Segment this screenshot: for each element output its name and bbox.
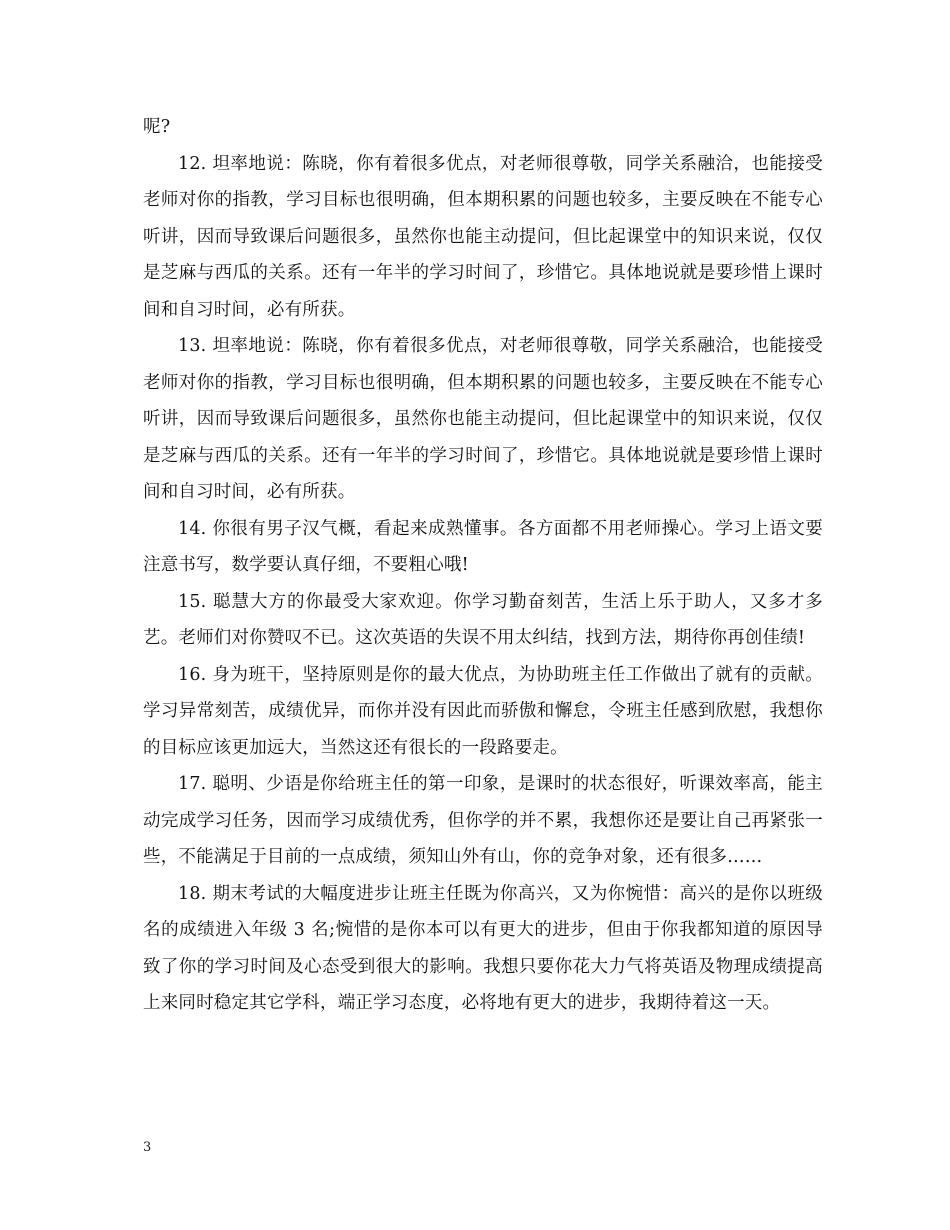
paragraph-item-14: 14. 你很有男子汉气概，看起来成熟懂事。各方面都不用老师操心。学习上语文要注意书写，数学要认真仔细，不要粗心哦! <box>143 518 823 575</box>
paragraph-item-12: 12. 坦率地说：陈晓，你有着很多优点，对老师很尊敬，同学关系融洽，也能接受老师对你的指教，学习目标也很明确，但本期积累的问题也较多，主要反映在不能专心听讲，因而导致课后问题很多，虽然你也能主动提问，但比起课堂中的知识来说，仅仅是芝麻与西瓜的关系。还有一年半的学习时间了，珍惜它。具体地说就是要珍惜上课时间和自习时间，必有所获。 <box>143 153 823 320</box>
paragraph-item-15: 15. 聪慧大方的你最受大家欢迎。你学习勤奋刻苦，生活上乐于助人，又多才多艺。老师们对你赞叹不已。这次英语的失误不用太纠结，找到方法，期待你再创佳绩! <box>143 591 823 648</box>
document-body <box>143 109 823 1022</box>
paragraph-item-16: 16. 身为班干，坚持原则是你的最大优点，为协助班主任工作做出了就有的贡献。学习异常刻苦，成绩优异，而你并没有因此而骄傲和懈怠，令班主任感到欣慰，我想你的目标应该更加远大，当然这还有很长的一段路要走。 <box>143 664 823 758</box>
page-number: 3 <box>143 1140 152 1155</box>
paragraph-continuation: 呢? <box>143 117 171 137</box>
paragraph-item-13: 13. 坦率地说：陈晓，你有着很多优点，对老师很尊敬，同学关系融洽，也能接受老师对你的指教，学习目标也很明确，但本期积累的问题也较多，主要反映在不能专心听讲，因而导致课后问题很多，虽然你也能主动提问，但比起课堂中的知识来说，仅仅是芝麻与西瓜的关系。还有一年半的学习时间了，珍惜它。具体地说就是要珍惜上课时间和自习时间，必有所获。 <box>143 336 823 502</box>
paragraph-item-17: 17. 聪明、少语是你给班主任的第一印象，是课时的状态很好，听课效率高，能主动完成学习任务，因而学习成绩优秀，但你学的并不累，我想你还是要让自己再紧张一些，不能满足于目前的一点成绩，须知山外有山，你的竞争对象，还有很多…… <box>143 774 823 867</box>
paragraph-item-18: 18. 期末考试的大幅度进步让班主任既为你高兴，又为你惋惜：高兴的是你以班级名的成绩进入年级 3 名;惋惜的是你本可以有更大的进步，但由于你我都知道的原因导致了你的学习时间及心态受到很大的影响。我想只要你花大力气将英语及物理成绩提高上来同时稳定其它学科，端正学习态度，必将地有更大的进步，我期待着这一天。 <box>143 883 823 1013</box>
